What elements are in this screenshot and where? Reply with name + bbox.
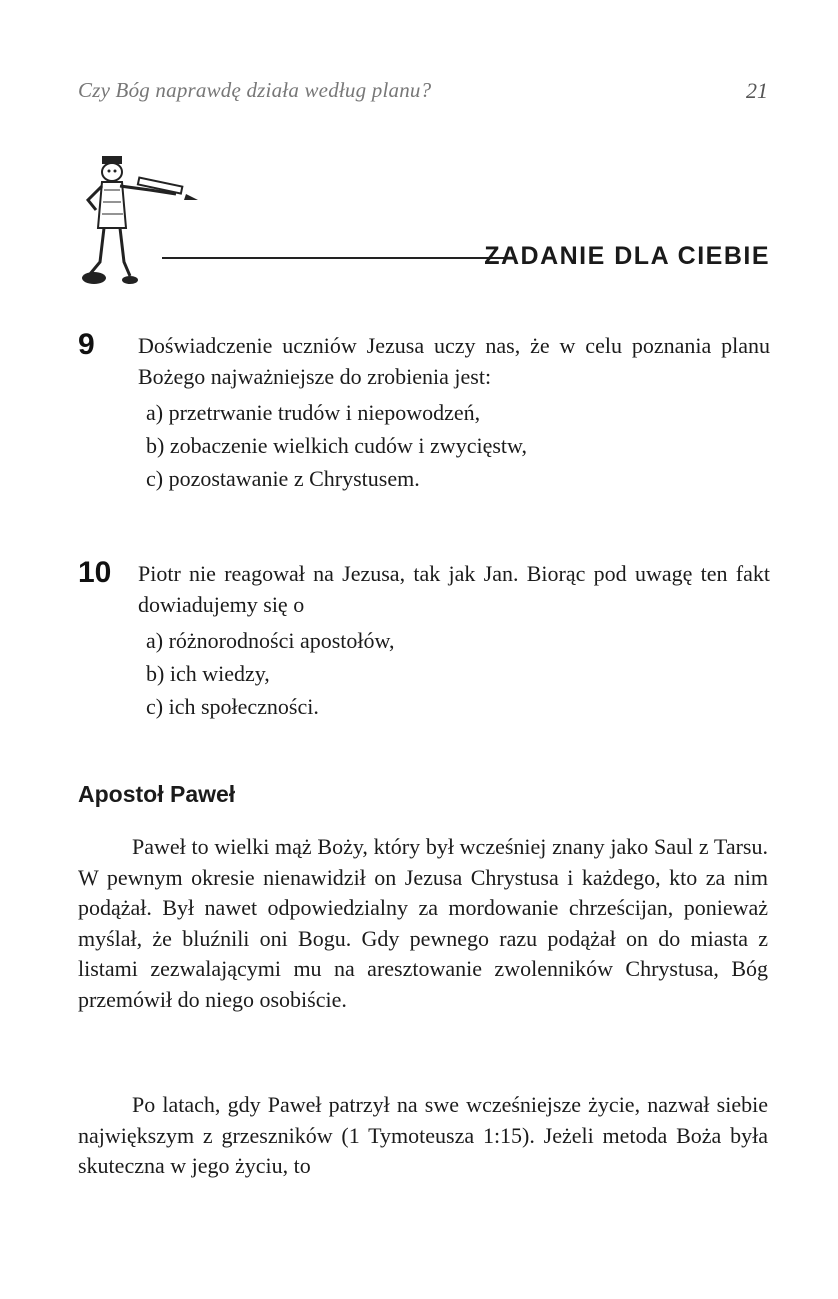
option-list [146, 624, 770, 723]
option-b: b) ich wiedzy, [146, 661, 270, 686]
question-10 [78, 558, 770, 723]
question-number: 9 [78, 328, 95, 361]
running-title: Czy Bóg naprawdę działa według planu? [78, 78, 432, 102]
option-c: c) pozostawanie z Chrystusem. [146, 466, 420, 491]
running-header [78, 72, 768, 112]
option-a: a) różnorodności apostołów, [146, 628, 395, 653]
article-heading: Apostoł Paweł [78, 781, 236, 807]
section-header [80, 150, 770, 290]
option-list [146, 396, 770, 495]
option-a: a) przetrwanie trudów i niepowodzeń, [146, 400, 481, 425]
question-number: 10 [78, 556, 112, 589]
section-title: ZADANIE DLA CIEBIE [484, 242, 770, 270]
option-b: b) zobaczenie wielkich cudów i zwycięstw, [146, 433, 527, 458]
student-figure-illustration [80, 150, 200, 290]
section-rule [162, 257, 512, 259]
article-paragraph-1: Paweł to wielki mąż Boży, który był wcześniej znany jako Saul z Tarsu. W pewnym okresie nienawidził on Jezusa Chrystusa i każdego, kto za nim podążał. Był nawet odpowiedzialny za mordowanie chrześcijan, ponieważ myślał, że bluźnili oni Bogu. Gdy pewnego razu podążał on do miasta z listami zezwalającymi mu na aresztowanie zwolenników Chrystusa, Bóg przemówił do niego osobiście. [78, 834, 768, 1012]
option-c: c) ich społeczności. [146, 694, 319, 719]
question-text: Piotr nie reagował na Jezusa, tak jak Jan. Biorąc pod uwagę ten fakt dowiadujemy się o [138, 561, 770, 617]
question-text: Doświadczenie uczniów Jezusa uczy nas, że w celu poznania planu Bożego najważniejsze do zrobienia jest: [138, 333, 770, 389]
question-9 [78, 330, 770, 495]
page-number: 21 [746, 78, 768, 103]
article-paragraph-2: Po latach, gdy Paweł patrzył na swe wcześniejsze życie, nazwał siebie największym z grzeszników (1 Tymoteusza 1:15). Jeżeli metoda Boża była skuteczna w jego życiu, to [78, 1092, 768, 1178]
